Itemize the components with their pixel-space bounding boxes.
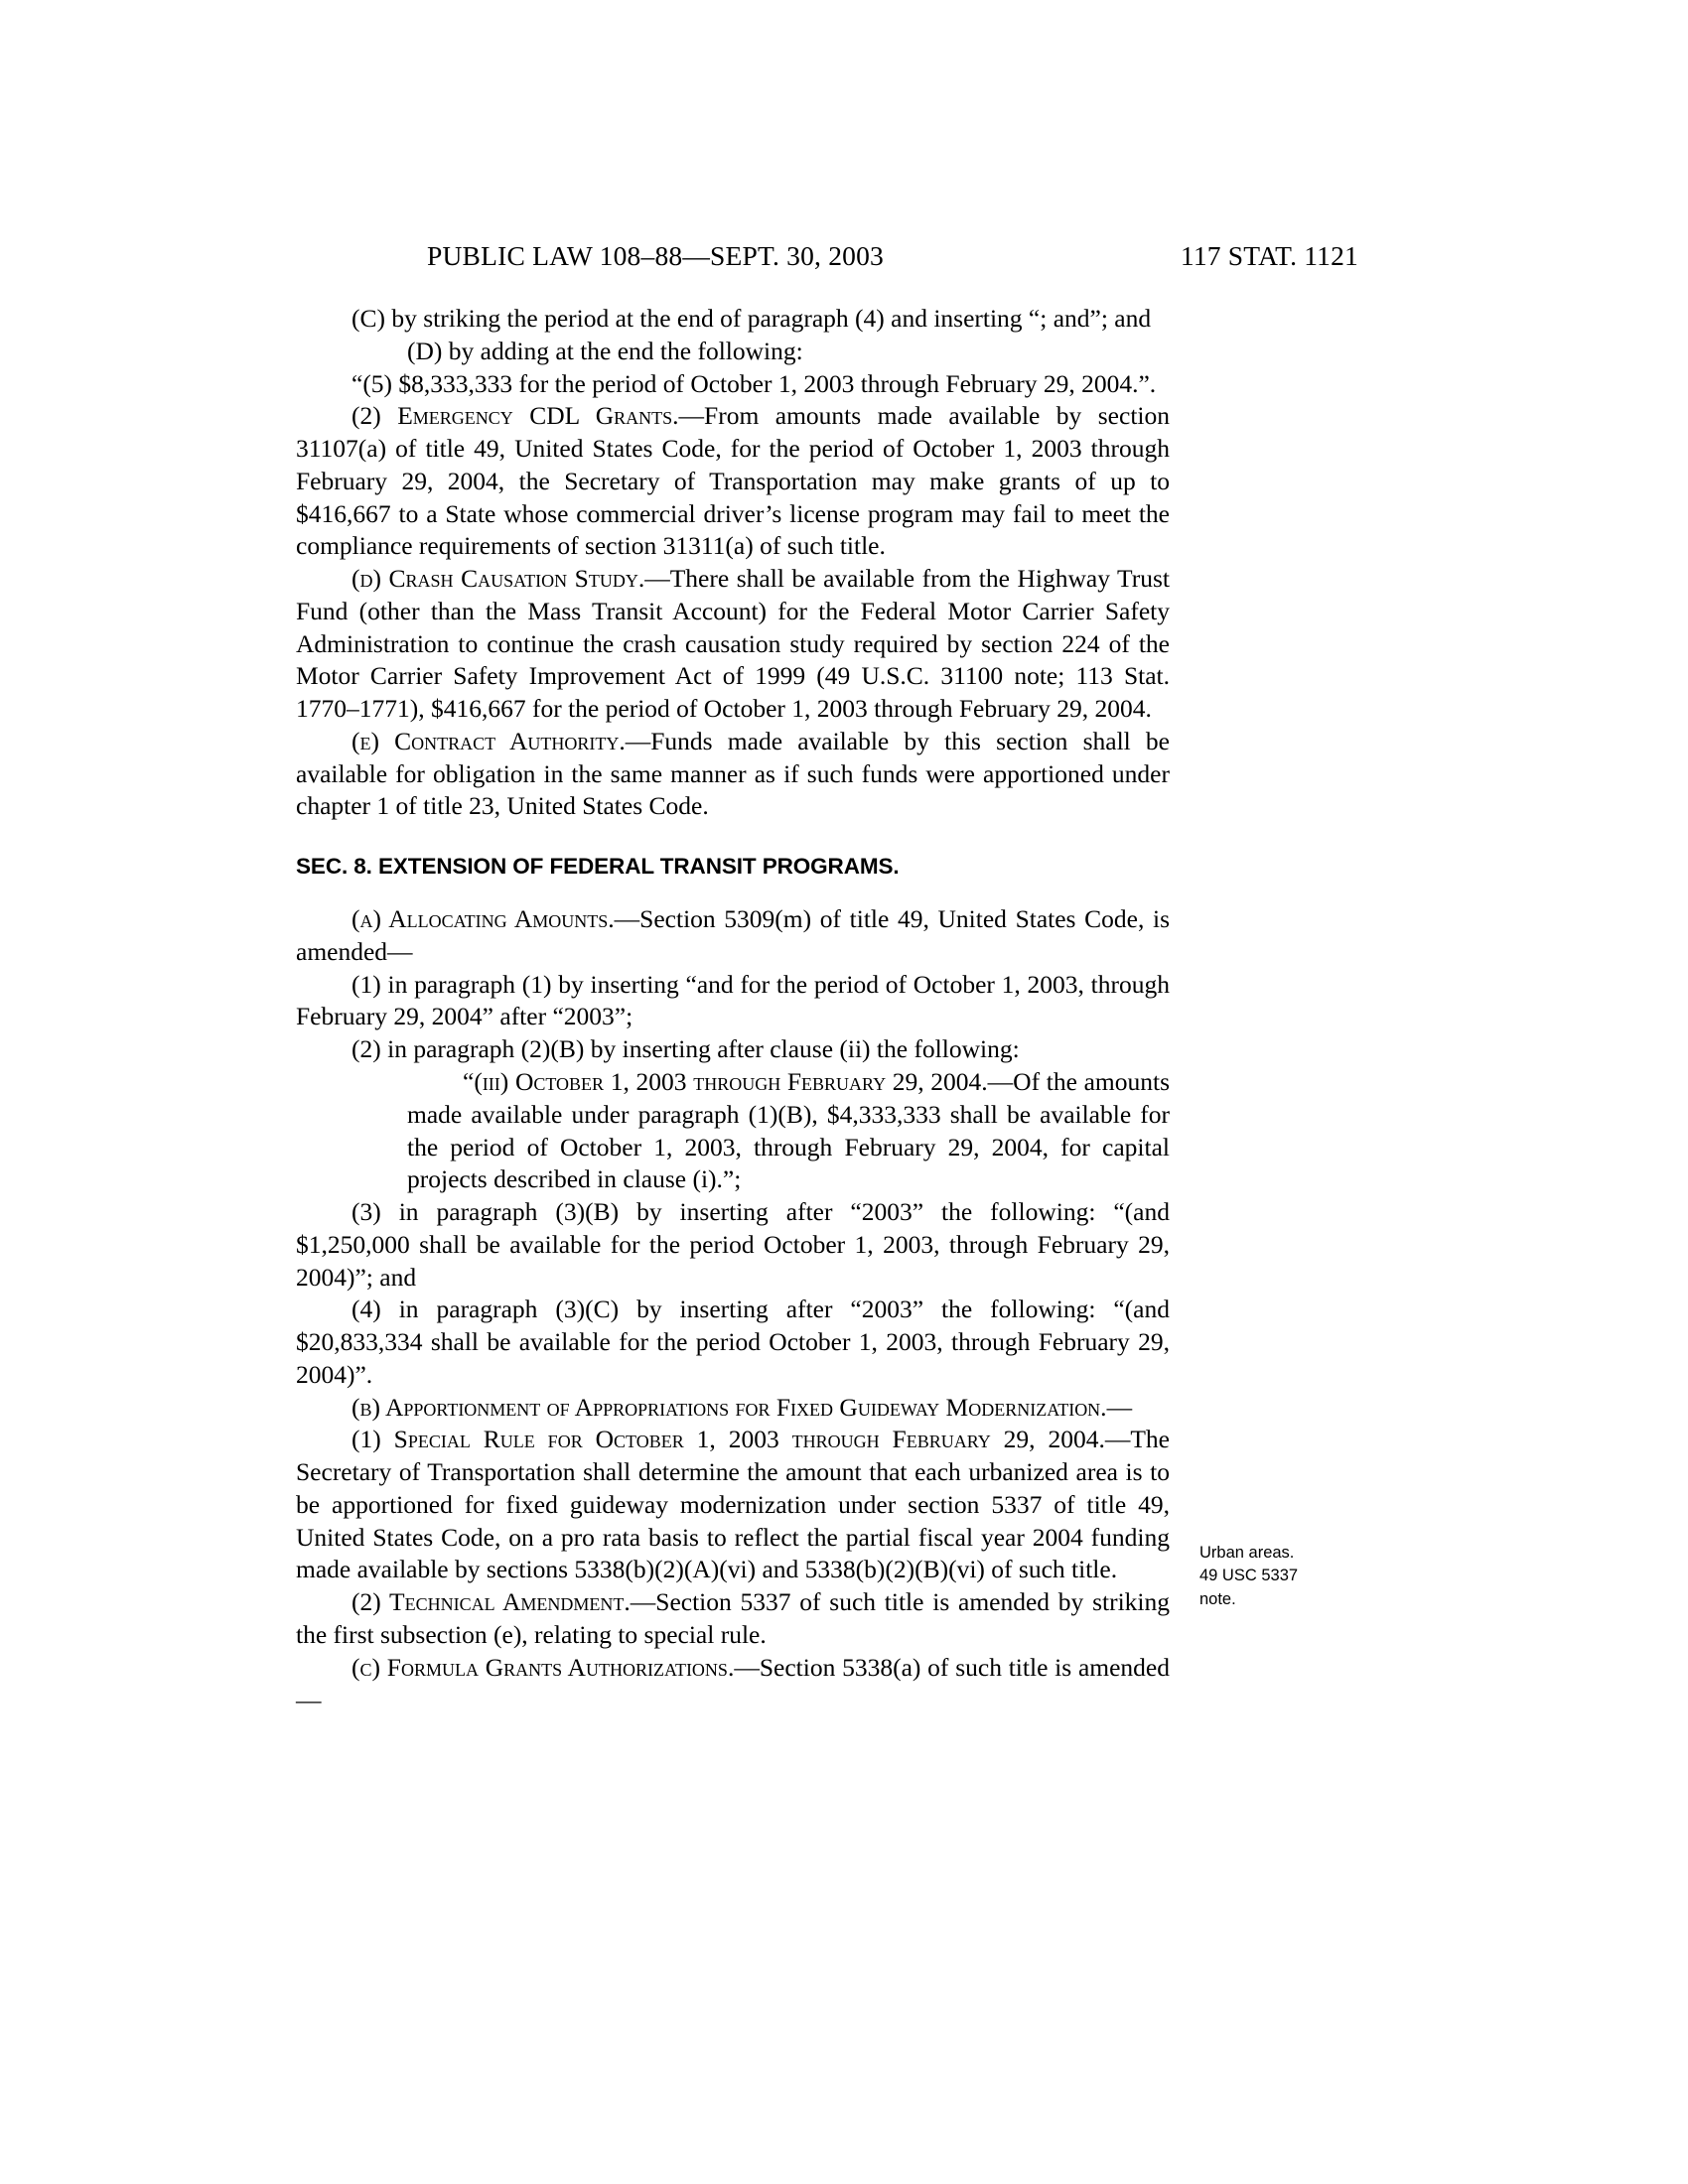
- margin-note: [1199, 1542, 1368, 1611]
- paragraph-allocating-amounts: [296, 903, 1170, 969]
- paragraph-technical-amendment-text: —Section 5337 of such title is amended by striking the first subsection (e), relating to special rule.: [296, 1587, 1170, 1649]
- margin-note-line-2: 49 USC 5337: [1199, 1567, 1299, 1585]
- margin-note-line-3: note.: [1199, 1589, 1236, 1608]
- paragraph-crash-causation-study-text: —There shall be available from the Highway Trust Fund (other than the Mass Transit Account) for the Federal Motor Carrier Safety Administration to continue the crash causation study required by section 224 of the Motor Carrier Safety Improvement Act of 1999 (49 U.S.C. 31100 note; 113 Stat. 1770–1771), $416,667 for the period of October 1, 2003 through February 29, 2004.: [296, 564, 1170, 724]
- paragraph-special-rule: [296, 1424, 1170, 1586]
- paragraph-formula-grants-text: —Section 5338(a) of such title is amended—: [296, 1652, 1170, 1714]
- paragraph-apportionment: [296, 1392, 1170, 1425]
- paragraph-emergency-cdl-grants: [296, 400, 1170, 563]
- paragraph-amend-2-text: (2) in paragraph (2)(B) by inserting after clause (ii) the following:: [352, 1034, 1020, 1064]
- paragraph-emergency-cdl-grants-label: (2) Emergency CDL Grants.: [352, 401, 679, 431]
- paragraph-technical-amendment-label: (2) Technical Amendment.: [352, 1587, 631, 1617]
- paragraph-amend-2: [296, 1033, 1170, 1066]
- paragraph-c-text: (C) by striking the period at the end of paragraph (4) and inserting “; and”; and: [352, 304, 1152, 333]
- paragraph-allocating-amounts-label: (a) Allocating Amounts.: [352, 904, 615, 934]
- paragraph-amend-3-text: (3) in paragraph (3)(B) by inserting after “2003” the following: “(and $1,250,000 shall be available for the period October 1, 2003, through February 29, 2004)”; and: [296, 1197, 1170, 1292]
- paragraph-crash-causation-study-label: (d) Crash Causation Study.: [352, 564, 645, 594]
- margin-note-line-1: Urban areas.: [1199, 1544, 1295, 1562]
- header-stat-citation: 117 STAT. 1121: [1180, 240, 1358, 271]
- section-heading: SEC. 8. EXTENSION OF FEDERAL TRANSIT PROGRAMS.: [296, 854, 900, 880]
- paragraph-amend-3: [296, 1196, 1170, 1294]
- paragraph-apportionment-label: (b) Apportionment of Appropriations for Fixed Guideway Modernization.: [352, 1392, 1107, 1422]
- paragraph-amend-4: [296, 1294, 1170, 1391]
- paragraph-special-rule-label: (1) Special Rule for October 1, 2003 through February 29, 2004.: [352, 1425, 1105, 1454]
- paragraph-contract-authority: [296, 726, 1170, 823]
- paragraph-amend-1: [296, 969, 1170, 1034]
- paragraph-allocating-amounts-text: —Section 5309(m) of title 49, United States Code, is amended—: [296, 904, 1170, 966]
- paragraph-contract-authority-text: —Funds made available by this section shall be available for obligation in the same manner as if such funds were apportioned under chapter 1 of title 23, United States Code.: [296, 726, 1171, 821]
- paragraph-c: [352, 303, 1170, 336]
- paragraph-clause-iii: [407, 1066, 1170, 1196]
- page-header: [427, 240, 1360, 272]
- document-body: [296, 303, 1170, 1716]
- paragraph-contract-authority-label: (e) Contract Authority.: [352, 726, 626, 755]
- paragraph-clause-iii-label: “(iii) October 1, 2003 through February 29, 2004.: [463, 1066, 988, 1096]
- paragraph-special-rule-text: —The Secretary of Transportation shall determine the amount that each urbanized area is to be apportioned for fixed guideway modernization under section 5337 of title 49, United States Code, on a pro rata basis to reflect the partial fiscal year 2004 funding made available by sections 5338(b)(2)(A)(vi) and 5338(b)(2)(B)(vi) of such title.: [296, 1425, 1170, 1584]
- paragraph-crash-causation-study: [296, 563, 1170, 726]
- paragraph-d: [296, 336, 1170, 368]
- paragraph-technical-amendment: [296, 1586, 1170, 1652]
- paragraph-5-text: “(5) $8,333,333 for the period of October 1, 2003 through February 29, 2004.”.: [352, 368, 1157, 398]
- paragraph-apportionment-text: —: [1106, 1392, 1133, 1422]
- paragraph-emergency-cdl-grants-text: —From amounts made available by section 31107(a) of title 49, United States Code, for the period of October 1, 2003 through February 29, 2004, the Secretary of Transportation may make grants of up to $416,667 to a State whose commercial driver’s license program may fail to meet the compliance requirements of section 31311(a) of such title.: [296, 401, 1170, 561]
- paragraph-clause-iii-text: —Of the amounts made available under paragraph (1)(B), $4,333,333 shall be available for the period of October 1, 2003, through February 29, 2004, for capital projects described in clause (i).”;: [407, 1066, 1170, 1194]
- header-law-citation: PUBLIC LAW 108–88—SEPT. 30, 2003: [427, 240, 885, 271]
- paragraph-d-text: (D) by adding at the end the following:: [407, 336, 803, 365]
- paragraph-formula-grants-label: (c) Formula Grants Authorizations.: [352, 1652, 735, 1682]
- paragraph-amend-4-text: (4) in paragraph (3)(C) by inserting after “2003” the following: “(and $20,833,334 shall be available for the period October 1, 2003, through February 29, 2004)”.: [296, 1295, 1170, 1389]
- paragraph-amend-1-text: (1) in paragraph (1) by inserting “and for the period of October 1, 2003, through February 29, 2004” after “2003”;: [296, 969, 1170, 1031]
- paragraph-formula-grants: [296, 1652, 1170, 1717]
- paragraph-5-quote: [352, 368, 1170, 401]
